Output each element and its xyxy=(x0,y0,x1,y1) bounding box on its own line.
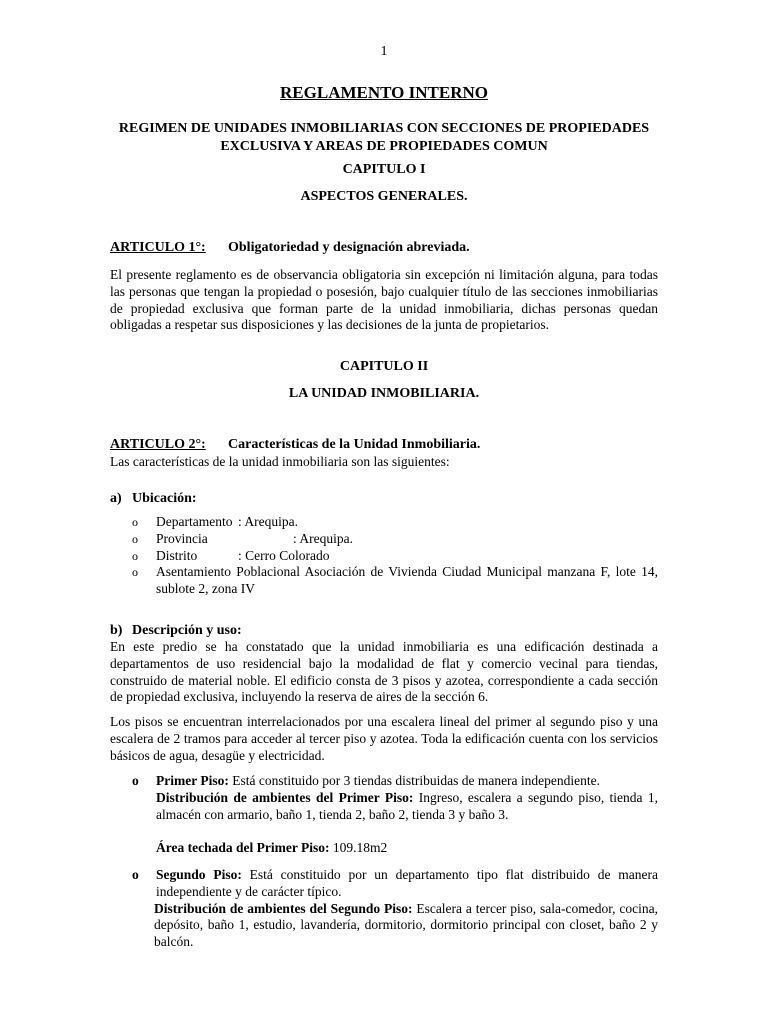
list-item xyxy=(132,531,658,548)
location-address: Asentamiento Poblacional Asociación de Vivienda Ciudad Municipal manzana F, lote 14, sublote 2, zona IV xyxy=(156,564,658,597)
location-list xyxy=(132,514,658,598)
chapter-1-name: ASPECTOS GENERALES. xyxy=(300,189,468,204)
bullet-icon: o xyxy=(132,565,138,580)
section-b-title: Descripción y uso: xyxy=(132,623,242,638)
section-a-title: Ubicación: xyxy=(132,491,197,506)
floor-first-dist-label: Distribución de ambientes del Primer Piso: xyxy=(156,789,414,805)
section-a-letter: a) xyxy=(110,491,122,506)
floor-second-dist-label: Distribución de ambientes del Segundo Piso: xyxy=(154,900,413,916)
floor-first-distribution xyxy=(156,790,658,824)
chapter-1-label: CAPITULO I xyxy=(342,162,426,177)
chapter-2-label: CAPITULO II xyxy=(339,359,429,374)
bullet-icon: o xyxy=(132,773,139,788)
floor-second-summary xyxy=(156,867,658,901)
floor-first-area-label: Área techada del Primer Piso: xyxy=(156,840,330,856)
chapter-2-name: LA UNIDAD INMOBILIARIA. xyxy=(288,386,480,401)
bullet-icon: o xyxy=(132,515,138,529)
location-label: Departamento xyxy=(156,514,233,529)
section-a-heading xyxy=(110,491,197,508)
floor-second-desc: Está constituido por un departamento tipo flat distribuido de manera independiente y de carácter típico. xyxy=(156,867,658,899)
bullet-icon: o xyxy=(132,548,138,563)
article-1-title: Obligatoriedad y designación abreviada. xyxy=(228,240,470,255)
location-value: : Arequipa. xyxy=(293,530,353,546)
description-paragraph-1: En este predio se ha constatado que la unidad inmobiliaria es una edificación destinada a departamentos de uso residencial bajo la modalidad de flat y comercio vecinal para tiendas, construido de material noble. El edificio consta de 3 pisos y azotea, correspondiente a cada sección de propiedad exclusiva, incluyendo la reserva de aires de la sección 6. xyxy=(110,639,658,705)
document-subtitle: REGIMEN DE UNIDADES INMOBILIARIAS CON SECCIONES DE PROPIEDADES EXCLUSIVA Y AREAS DE PROPIEDADES COMUN xyxy=(118,121,650,154)
floor-first-summary xyxy=(156,773,658,790)
floor-second-distribution xyxy=(154,901,658,951)
document-title: REGLAMENTO INTERNO xyxy=(280,83,488,102)
description-paragraph-2: Los pisos se encuentran interrelacionados por una escalera lineal del primer al segundo piso y una escalera de 2 tramos para acceder al tercer piso y azotea. Toda la edificación cuenta con los servicios básicos de agua, desagüe y electricidad. xyxy=(110,714,658,763)
article-1-heading xyxy=(110,240,658,257)
floor-first xyxy=(132,773,658,857)
floor-first-desc: Está constituido por 3 tiendas distribuidas de manera independiente. xyxy=(228,773,601,788)
list-item xyxy=(132,514,658,531)
list-item xyxy=(132,548,658,565)
section-b-heading xyxy=(110,623,242,640)
bullet-icon: o xyxy=(132,531,138,546)
location-label: Distrito xyxy=(156,547,198,563)
floor-second-name: Segundo Piso: xyxy=(156,867,242,882)
bullet-icon: o xyxy=(132,867,139,882)
floor-second-dist: Escalera a tercer piso, sala-comedor, cocina, depósito, baño 1, estudio, lavandería, dormitorio, dormitorio principal con closet, baño 2 y balcón. xyxy=(154,900,658,950)
article-1-number: ARTICULO 1°: xyxy=(110,240,206,255)
page-number: 1 xyxy=(380,44,388,59)
location-value: : Arequipa. xyxy=(238,514,298,529)
floor-second xyxy=(132,867,658,951)
article-2-heading xyxy=(110,437,658,454)
floor-first-name: Primer Piso: xyxy=(156,773,229,788)
floor-first-area xyxy=(156,840,658,857)
article-2-number: ARTICULO 2°: xyxy=(110,437,206,452)
section-b-letter: b) xyxy=(110,623,123,638)
list-item xyxy=(132,564,658,598)
article-1-text: El presente reglamento es de observancia obligatoria sin excepción ni limitación alguna, para todas las personas que tengan la propiedad o posesión, bajo cualquier título de las secciones inmobiliarias de propiedad exclusiva que forman parte de la unidad inmobiliaria, dichas personas quedan obligadas a respetar sus disposiciones y las decisiones de la junta de propietarios. xyxy=(110,267,658,333)
article-2-intro: Las características de la unidad inmobiliaria son las siguientes: xyxy=(110,454,450,469)
location-value: : Cerro Colorado xyxy=(238,547,330,563)
floor-first-dist: Ingreso, escalera a segundo piso, tienda 1, almacén con armario, baño 1, tienda 2, baño 2, tienda 3 y baño 3. xyxy=(156,789,658,822)
article-2-title: Características de la Unidad Inmobiliaria. xyxy=(228,437,481,452)
floor-first-area-value: 109.18m2 xyxy=(329,840,388,856)
location-label: Provincia xyxy=(156,530,208,546)
